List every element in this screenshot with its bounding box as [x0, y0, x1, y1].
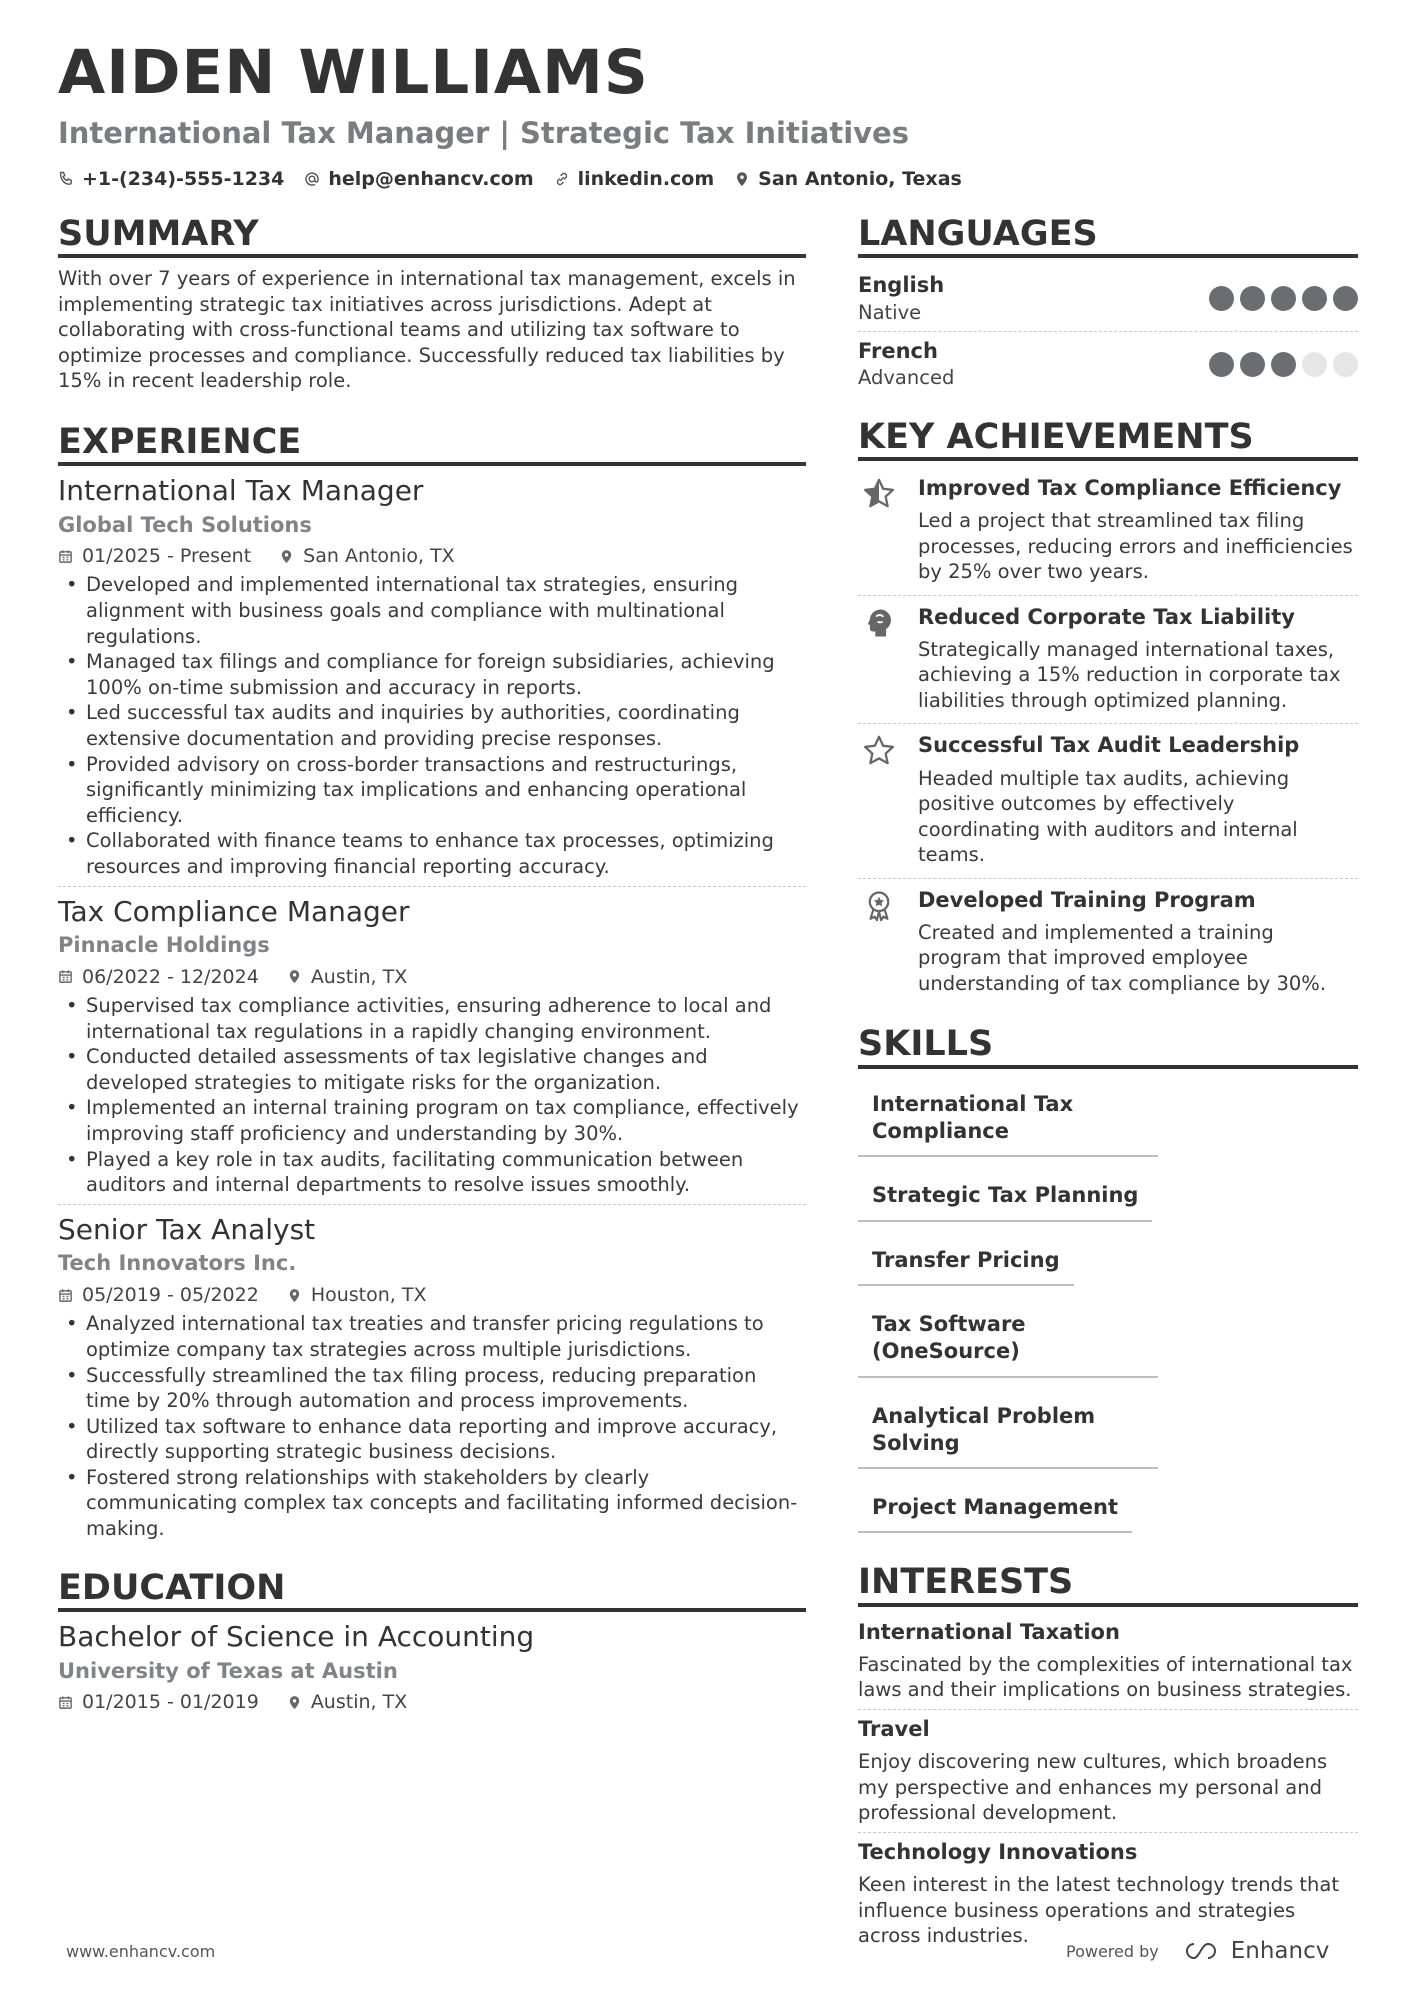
job-dates-text: 05/2019 - 05/2022 [82, 1283, 259, 1306]
job-dates [58, 964, 259, 991]
achievements-section [858, 417, 1358, 1007]
phone-icon [58, 171, 74, 187]
language-level: Native [858, 300, 922, 324]
brand-name: Enhancv [1230, 1938, 1330, 1964]
star-half-icon [862, 477, 896, 511]
job-location-text: San Antonio, TX [303, 544, 455, 567]
interests-heading: INTERESTS [858, 1562, 1358, 1606]
rating-dot-filled [1302, 286, 1327, 311]
languages-section [858, 214, 1358, 397]
achievement-desc: Created and implemented a training program that improved employee understanding of tax compliance by 30%. [918, 920, 1327, 995]
interest-title: Travel [858, 1716, 930, 1741]
job-location [287, 1282, 427, 1309]
job-company: Global Tech Solutions [58, 512, 312, 537]
interest-item [858, 1615, 1358, 1709]
job-bullet: • Led successful tax audits and inquiries by authorities, coordinating extensive documentation and providing precise responses. [58, 700, 806, 751]
location-icon [279, 549, 294, 564]
skill-tag: Project Management [858, 1486, 1132, 1533]
skill-tag: International Tax Compliance [858, 1083, 1158, 1158]
contact-email[interactable] [304, 168, 533, 190]
experience-section [58, 422, 806, 1548]
right-column [858, 214, 1358, 1955]
skill-tag: Analytical Problem Solving [858, 1395, 1158, 1470]
contact-phone-text: +1-(234)-555-1234 [82, 168, 285, 190]
job-bullet: • Analyzed international tax treaties and transfer pricing regulations to optimize company tax strategies across multiple jurisdictions. [58, 1311, 806, 1362]
achievements-heading: KEY ACHIEVEMENTS [858, 417, 1358, 461]
achievement-item [858, 723, 1358, 877]
language-level: Advanced [858, 366, 955, 390]
skills-section [858, 1024, 1358, 1550]
powered-by-text: Powered by [1066, 1941, 1159, 1961]
summary-text: With over 7 years of experience in international tax management, excels in implementing strategic tax initiatives across jurisdictions. Adept at collaborating with cross-functional teams and utilizing tax software to optimize processes and compliance. Successfully reduced tax liabilities by 15% in recent leadership role. [58, 267, 796, 393]
job-title: Senior Tax Analyst [58, 1212, 316, 1246]
achievement-title: Successful Tax Audit Leadership [918, 733, 1300, 758]
job-title: Tax Compliance Manager [58, 894, 410, 928]
achievement-item [858, 878, 1358, 1007]
education-location-text: Austin, TX [310, 1690, 408, 1713]
contact-bar [58, 168, 962, 190]
skill-tag: Strategic Tax Planning [858, 1174, 1152, 1221]
job-company: Tech Innovators Inc. [58, 1251, 297, 1276]
enhancv-logo-icon [1179, 1940, 1223, 1962]
job-entry [58, 1204, 806, 1548]
job-title: International Tax Manager [58, 474, 424, 507]
school-name: University of Texas at Austin [58, 1658, 398, 1683]
interest-desc: Keen interest in the latest technology trends that influence business operations and strategies across industries. [858, 1873, 1339, 1948]
contact-linkedin[interactable] [554, 168, 715, 190]
location-icon [287, 969, 302, 984]
left-column [58, 214, 806, 1721]
job-bullet: • Played a key role in tax audits, facilitating communication between auditors and internal departments to resolve issues smoothly. [58, 1147, 806, 1198]
achievement-title: Improved Tax Compliance Efficiency [918, 475, 1342, 500]
job-bullet: • Utilized tax software to enhance data reporting and improve accuracy, directly supporting strategic business decisions. [58, 1414, 806, 1465]
job-bullet: • Implemented an internal training program on tax compliance, effectively improving staff proficiency and understanding by 30%. [58, 1095, 806, 1146]
language-name: English [858, 273, 945, 298]
interests-section [858, 1562, 1358, 1954]
job-bullets [58, 1311, 806, 1541]
skill-tag: Tax Software (OneSource) [858, 1303, 1158, 1378]
contact-phone[interactable] [58, 168, 284, 190]
job-location-text: Austin, TX [310, 965, 408, 988]
language-rating [1209, 286, 1358, 311]
job-entry [58, 886, 806, 1204]
rating-dot-empty [1302, 352, 1327, 377]
location-icon [287, 1695, 302, 1710]
education-location [287, 1689, 407, 1716]
achievement-desc: Strategically managed international taxes, achieving a 15% reduction in corporate tax liabilities through optimized planning. [918, 637, 1341, 712]
achievement-item [858, 469, 1358, 595]
job-location [279, 543, 455, 570]
job-meta [58, 1282, 806, 1309]
achievement-title: Developed Training Program [918, 887, 1256, 912]
rating-dot-filled [1209, 352, 1234, 377]
education-section [58, 1568, 806, 1722]
summary-section [58, 214, 806, 394]
experience-heading: EXPERIENCE [58, 422, 806, 466]
candidate-name: AIDEN WILLIAMS [58, 37, 649, 108]
achievement-title: Reduced Corporate Tax Liability [918, 604, 1295, 629]
contact-location [734, 168, 962, 190]
job-bullet: • Provided advisory on cross-border transactions and restructurings, significantly minimizing tax implications and enhancing operational efficiency. [58, 752, 806, 829]
brand-logo[interactable] [1179, 1938, 1330, 1964]
calendar-icon [58, 1288, 73, 1303]
contact-email-text: help@enhancv.com [328, 168, 534, 190]
education-entry [58, 1620, 806, 1721]
job-bullets [58, 993, 806, 1198]
rating-dot-filled [1240, 352, 1265, 377]
contact-location-text: San Antonio, Texas [758, 168, 962, 190]
rating-dot-filled [1271, 352, 1296, 377]
job-bullet: • Fostered strong relationships with stakeholders by clearly communicating complex tax concepts and facilitating informed decision-making. [58, 1465, 806, 1542]
job-meta [58, 964, 806, 991]
footer-website[interactable]: www.enhancv.com [66, 1942, 216, 1961]
degree-title: Bachelor of Science in Accounting [58, 1619, 535, 1653]
interest-desc: Fascinated by the complexities of international tax laws and their implications on business strategies. [858, 1652, 1353, 1702]
head-icon [862, 606, 896, 640]
calendar-icon [58, 549, 73, 564]
star-outline-icon [862, 734, 896, 768]
at-icon [304, 171, 320, 187]
job-bullet: • Developed and implemented international tax strategies, ensuring alignment with business goals and compliance with multinational regulations. [58, 572, 806, 649]
award-icon [862, 889, 896, 923]
rating-dot-empty [1333, 352, 1358, 377]
rating-dot-filled [1333, 286, 1358, 311]
job-bullet: • Supervised tax compliance activities, ensuring adherence to local and international tax regulations in a rapidly changing environment. [58, 993, 806, 1044]
calendar-icon [58, 969, 73, 984]
language-item [858, 331, 1358, 397]
link-icon [554, 171, 570, 187]
job-bullet: • Collaborated with finance teams to enhance tax processes, optimizing resources and improving financial reporting accuracy. [58, 828, 806, 879]
interest-title: International Taxation [858, 1619, 1120, 1644]
job-bullet: • Managed tax filings and compliance for foreign subsidiaries, achieving 100% on-time submission and accuracy in reports. [58, 649, 806, 700]
job-dates-text: 06/2022 - 12/2024 [82, 965, 259, 988]
skills-heading: SKILLS [858, 1024, 1358, 1068]
interest-item [858, 1709, 1358, 1832]
interest-item [858, 1832, 1358, 1955]
job-bullet: • Conducted detailed assessments of tax legislative changes and developed strategies to mitigate risks for the organization. [58, 1044, 806, 1095]
job-location [287, 964, 407, 991]
job-bullet: • Successfully streamlined the tax filing process, reducing preparation time by 20% through automation and process improvements. [58, 1363, 806, 1414]
job-dates-text: 01/2025 - Present [82, 544, 252, 567]
calendar-icon [58, 1695, 73, 1710]
location-icon [734, 171, 750, 187]
languages-heading: LANGUAGES [858, 214, 1358, 258]
candidate-title: International Tax Manager | Strategic Tax Initiatives [58, 116, 909, 150]
language-name: French [858, 338, 938, 363]
achievement-item [858, 595, 1358, 724]
job-dates [58, 1282, 259, 1309]
interest-desc: Enjoy discovering new cultures, which broadens my perspective and enhances my personal and professional development. [858, 1750, 1328, 1825]
contact-linkedin-text: linkedin.com [577, 168, 715, 190]
summary-heading: SUMMARY [58, 214, 806, 258]
job-dates [58, 543, 251, 570]
achievement-desc: Led a project that streamlined tax filing processes, reducing errors and inefficiencies by 25% over two years. [918, 509, 1353, 584]
skill-tag: Transfer Pricing [858, 1239, 1074, 1286]
location-icon [287, 1288, 302, 1303]
job-bullets [58, 572, 806, 879]
job-meta [58, 543, 806, 570]
education-dates-text: 01/2015 - 01/2019 [82, 1690, 259, 1713]
education-dates [58, 1689, 259, 1716]
job-entry [58, 474, 806, 886]
achievement-desc: Headed multiple tax audits, achieving positive outcomes by effectively coordinating with auditors and internal teams. [918, 766, 1298, 867]
education-meta [58, 1689, 806, 1716]
rating-dot-filled [1271, 286, 1296, 311]
interest-title: Technology Innovations [858, 1839, 1138, 1864]
education-heading: EDUCATION [58, 1568, 806, 1612]
job-company: Pinnacle Holdings [58, 933, 270, 958]
rating-dot-filled [1240, 286, 1265, 311]
footer-branding [1066, 1938, 1329, 1964]
skills-list [858, 1077, 1358, 1551]
language-rating [1209, 352, 1358, 377]
language-item [858, 266, 1358, 331]
rating-dot-filled [1209, 286, 1234, 311]
job-location-text: Houston, TX [310, 1283, 427, 1306]
